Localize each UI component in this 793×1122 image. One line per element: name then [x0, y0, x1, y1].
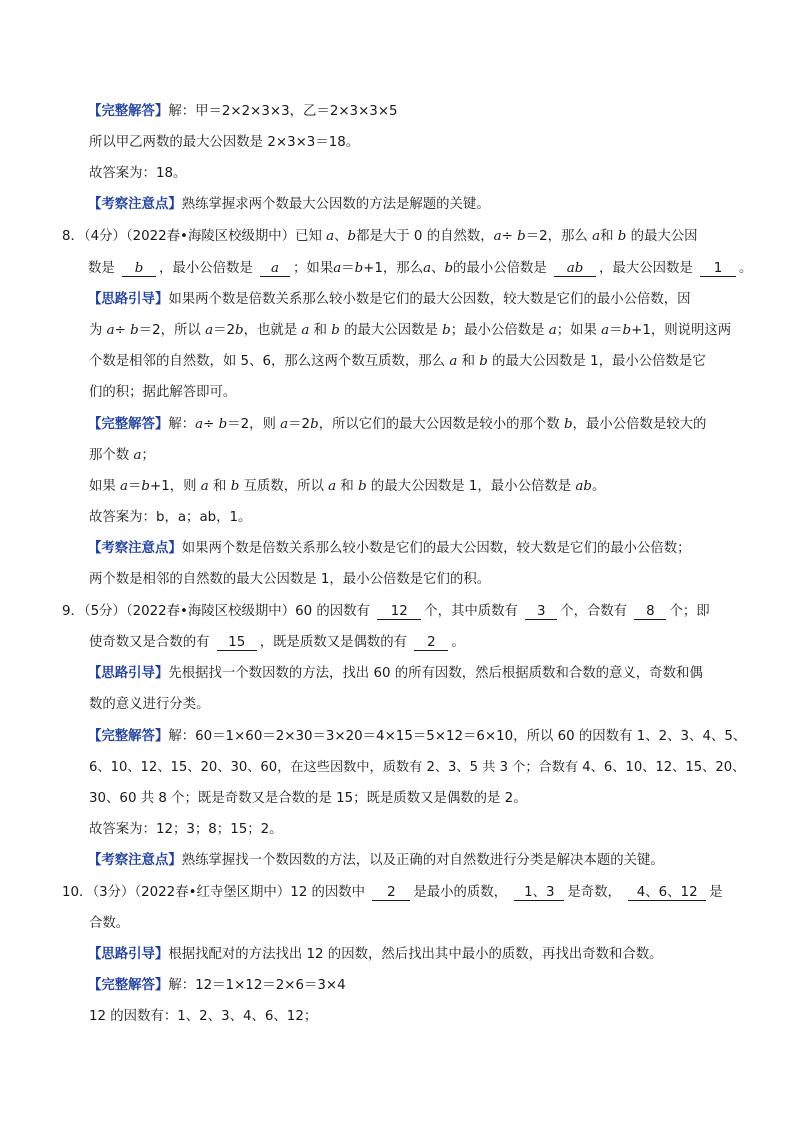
- answer-blank: 2: [414, 635, 448, 651]
- q8-hint-line-2: 为 a÷ b＝2，所以 a＝2b，也就是 a 和 b 的最大公因数是 b；最小公倍数是 a；如果 a＝b+1，则说明这两: [89, 323, 732, 338]
- q8-note-line-2: 两个数是相邻的自然数的最大公因数是 1，最小公倍数是它们的积。: [89, 572, 491, 587]
- note-tag: 【考察注意点】: [88, 541, 182, 556]
- answer-blank: 15: [217, 635, 257, 651]
- q9-answer-line-2: 6、10、12、15、20、30、60，在这些因数中，质数有 2、3、5 共 3 个；合数有 4、6、10、12、15、20、: [89, 760, 746, 775]
- q8-answer-line-3: 如果 a＝b+1，则 a 和 b 互质数，所以 a 和 b 的最大公因数是 1，最小公倍数是 ab。: [89, 479, 606, 494]
- q7-result: 故答案为：18。: [89, 166, 187, 181]
- answer-blank: 3: [525, 604, 557, 620]
- hint-tag: 【思路引导】: [88, 292, 169, 307]
- answer-blank: 12: [377, 604, 421, 620]
- answer-blank: 4、6、12: [628, 885, 706, 901]
- answer-tag: 【完整解答】: [88, 978, 169, 993]
- q8-hint-line-3: 个数是相邻的自然数，如 5、6，那么这两个数互质数，那么 a 和 b 的最大公因数是 1，最小公倍数是它: [89, 354, 706, 369]
- q7-note: 【考察注意点】熟练掌握求两个数最大公因数的方法是解题的关键。: [88, 197, 490, 212]
- note-tag: 【考察注意点】: [88, 197, 182, 212]
- answer-blank: ab: [554, 261, 596, 277]
- q8-question-line-1: 8．（4分）（2022春•海陵区校级期中）已知 a、b都是大于 0 的自然数，a÷ b＝2，那么 a和 b 的最大公因: [62, 229, 698, 244]
- q10-hint: 【思路引导】根据找配对的方法找出 12 的因数，然后找出其中最小的质数，再找出奇数和合数。: [88, 947, 663, 962]
- q7-answer-line-1: 【完整解答】解：甲＝2×2×3×3，乙＝2×3×3×5: [88, 104, 398, 119]
- q8-answer-line-2: 那个数 a；: [89, 448, 155, 463]
- answer-blank: 1、3: [514, 885, 564, 901]
- q9-hint-line-2: 数的意义进行分类。: [89, 697, 210, 712]
- answer-blank: 2: [372, 885, 410, 901]
- q9-question-line-2: 使奇数又是合数的有 15 ，既是质数又是偶数的有 2 。: [89, 635, 465, 650]
- hint-tag: 【思路引导】: [88, 666, 169, 681]
- q8-question-line-2: 数是 b ，最小公倍数是 a ；如果a＝b+1，那么a、b的最小公倍数是 ab ，最大公因数是 1 。: [88, 261, 753, 276]
- q8-answer-line-1: 【完整解答】解：a÷ b＝2，则 a＝2b，所以它们的最大公因数是较小的那个数 b，最小公倍数是较大的: [88, 417, 707, 432]
- answer-tag: 【完整解答】: [88, 417, 169, 432]
- answer-blank: 8: [634, 604, 666, 620]
- q9-note: 【考察注意点】熟练掌握找一个数因数的方法，以及正确的对自然数进行分类是解决本题的关键。: [88, 853, 664, 868]
- answer-blank: b: [122, 261, 156, 277]
- q8-hint-line-1: 【思路引导】如果两个数是倍数关系那么较小数是它们的最大公因数，较大数是它们的最小公倍数，因: [88, 292, 691, 307]
- q9-question-line-1: 9．（5分）（2022春•海陵区校级期中）60 的因数有 12 个，其中质数有 3 个，合数有 8 个；即: [62, 604, 710, 619]
- q10-answer-line-1: 【完整解答】解：12＝1×12＝2×6＝3×4: [88, 978, 346, 993]
- q8-result: 故答案为：b，a；ab，1。: [89, 510, 252, 525]
- q8-hint-line-4: 们的积；据此解答即可。: [89, 385, 237, 400]
- q9-result: 故答案为：12；3；8；15；2。: [89, 822, 283, 837]
- answer-tag: 【完整解答】: [88, 104, 169, 119]
- answer-tag: 【完整解答】: [88, 729, 169, 744]
- answer-blank: 1: [700, 261, 736, 277]
- note-tag: 【考察注意点】: [88, 853, 182, 868]
- q8-note-line-1: 【考察注意点】如果两个数是倍数关系那么较小数是它们的最大公因数，较大数是它们的最小公倍数；: [88, 541, 691, 556]
- q10-question-line-1: 10．（3分）（2022春•红寺堡区期中）12 的因数中 2 是最小的质数， 1、3 是奇数， 4、6、12 是: [62, 885, 723, 900]
- hint-tag: 【思路引导】: [88, 947, 169, 962]
- q10-question-line-2: 合数。: [89, 916, 130, 931]
- q7-answer-line-2: 所以甲乙两数的最大公因数是 2×3×3＝18。: [89, 135, 360, 150]
- q9-hint-line-1: 【思路引导】先根据找一个数因数的方法，找出 60 的所有因数，然后根据质数和合数的意义，奇数和偶: [88, 666, 703, 681]
- q10-answer-line-2: 12 的因数有：1、2、3、4、6、12；: [89, 1009, 318, 1024]
- answer-blank: a: [260, 261, 290, 277]
- q9-answer-line-1: 【完整解答】解：60＝1×60＝2×30＝3×20＝4×15＝5×12＝6×10，所以 60 的因数有 1、2、3、4、5、: [88, 729, 747, 744]
- q9-answer-line-3: 30、60 共 8 个；既是奇数又是合数的是 15；既是质数又是偶数的是 2。: [89, 791, 527, 806]
